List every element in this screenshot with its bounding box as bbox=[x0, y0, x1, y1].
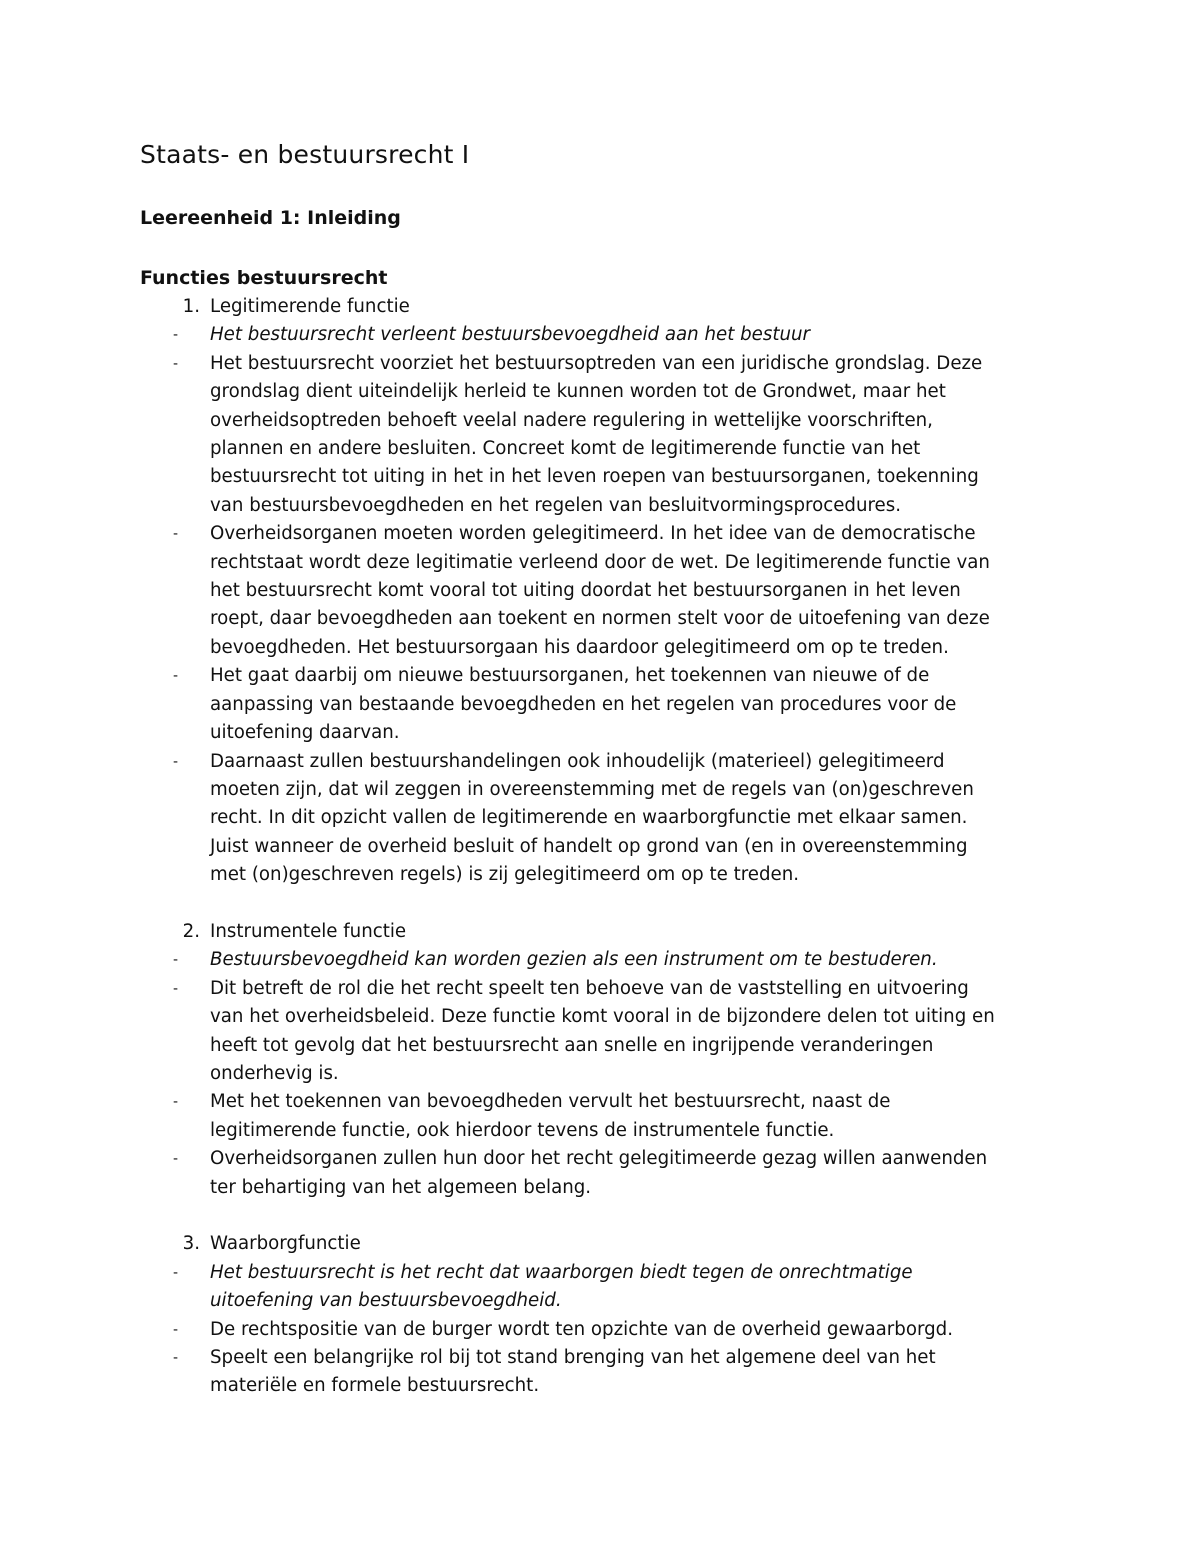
bullet-dash: - bbox=[173, 1321, 179, 1338]
bullet-dash: - bbox=[173, 1151, 179, 1168]
list-item bbox=[140, 1259, 1070, 1316]
bullet-dash: - bbox=[173, 355, 179, 372]
function-section bbox=[140, 918, 1070, 1202]
list-item bbox=[140, 748, 1070, 890]
document-title: Staats- en bestuursrecht I bbox=[140, 140, 470, 169]
unit-heading: Leereenheid 1: Inleiding bbox=[140, 207, 401, 229]
list-item bbox=[140, 662, 1070, 747]
list-item bbox=[140, 1344, 1070, 1401]
list-item-text: Het bestuursrecht is het recht dat waarborgen biedt tegen de onrechtmatige uitoefening van bestuursbevoegdheid. bbox=[210, 1261, 913, 1312]
function-section bbox=[140, 293, 1070, 890]
list-item-text: Daarnaast zullen bestuurshandelingen ook inhoudelijk (materieel) gelegitimeerd moeten zijn, dat wil zeggen in overeenstemming met de regels van (on)geschreven recht. In dit opzicht vallen de legitimerende en waarborgfunctie met elkaar samen. Juist wanneer de overheid besluit of handelt op grond van (en in overeenstemming met (on)geschreven regels) is zij gelegitimeerd om op te treden. bbox=[210, 750, 974, 886]
list-item bbox=[140, 946, 1070, 974]
function-section bbox=[140, 1230, 1070, 1400]
list-item-text: De rechtspositie van de burger wordt ten opzichte van de overheid gewaarborgd. bbox=[210, 1318, 953, 1340]
list-number: 1. bbox=[182, 296, 200, 317]
list-number: 3. bbox=[182, 1233, 200, 1255]
bullet-dash: - bbox=[173, 1264, 179, 1281]
list-item-text: Overheidsorganen moeten worden gelegitimeerd. In het idee van de democratische rechtstaat wordt deze legitimatie verleend door de wet. De legitimerende functie van het bestuursrecht komt vooral tot uiting doordat het bestuursorganen in het leven roept, daar bevoegdheden aan toekent en normen stelt voor de uitoefening van deze bevoegdheden. Het bestuursorgaan his daardoor gelegitimeerd om op te treden. bbox=[210, 523, 990, 658]
list-item-text: Dit betreft de rol die het recht speelt ten behoeve van de vaststelling en uitvoering van het overheidsbeleid. Deze functie komt vooral in de bijzondere delen tot uiting en heeft tot gevolg dat het bestuursrecht aan snelle en ingrijpende veranderingen onderhevig is. bbox=[210, 977, 995, 1084]
bullet-dash: - bbox=[173, 668, 179, 685]
list-item-text: Met het toekennen van bevoegdheden vervult het bestuursrecht, naast de legitimerende functie, ook hierdoor tevens de instrumentele functie. bbox=[210, 1091, 891, 1141]
list-item bbox=[140, 1145, 1070, 1202]
function-name: Instrumentele functie bbox=[210, 920, 407, 942]
list-item-text: Speelt een belangrijke rol bij tot stand brenging van het algemene deel van het materiële en formele bestuursrecht. bbox=[210, 1347, 936, 1397]
list-item bbox=[140, 321, 1070, 349]
list-item bbox=[140, 520, 1070, 662]
function-heading bbox=[140, 1230, 1070, 1258]
bullet-dash: - bbox=[173, 1350, 179, 1366]
document-body bbox=[140, 263, 1070, 1401]
list-item-text: Het bestuursrecht verleent bestuursbevoegdheid aan het bestuur bbox=[210, 324, 810, 346]
function-name: Legitimerende functie bbox=[210, 296, 410, 317]
section-heading: Functies bestuursrecht bbox=[140, 267, 388, 289]
bullet-dash: - bbox=[173, 526, 179, 543]
function-name: Waarborgfunctie bbox=[210, 1233, 361, 1255]
list-number: 2. bbox=[182, 920, 200, 942]
list-item bbox=[140, 350, 1070, 520]
bullet-dash: - bbox=[173, 327, 179, 344]
function-heading bbox=[140, 918, 1070, 946]
bullet-dash: - bbox=[173, 952, 179, 969]
functions-list bbox=[140, 293, 1070, 1401]
bullet-dash: - bbox=[173, 1094, 179, 1111]
bullet-dash: - bbox=[173, 980, 179, 997]
bullet-dash: - bbox=[173, 753, 179, 770]
list-item bbox=[140, 975, 1070, 1089]
function-heading bbox=[140, 293, 1070, 321]
list-item-text: Het bestuursrecht voorziet het bestuursoptreden van een juridische grondslag. Deze grondslag dient uiteindelijk herleid te kunnen worden tot de Grondwet, maar het overheidsoptreden behoeft veelal nadere regulering in wettelijke voorschriften, plannen en andere besluiten. Concreet komt de legitimerende functie van het bestuursrecht tot uiting in het in het leven roepen van bestuursorganen, toekenning van bestuursbevoegdheden en het regelen van besluitvormingsprocedures. bbox=[210, 352, 983, 516]
list-item-text: Bestuursbevoegdheid kan worden gezien als een instrument om te bestuderen. bbox=[210, 949, 938, 971]
list-item bbox=[140, 1316, 1070, 1344]
list-item-text: Overheidsorganen zullen hun door het recht gelegitimeerde gezag willen aanwenden ter behartiging van het algemeen belang. bbox=[210, 1148, 988, 1198]
list-item-text: Het gaat daarbij om nieuwe bestuursorganen, het toekennen van nieuwe of de aanpassing van bestaande bevoegdheden en het regelen van procedures voor de uitoefening daarvan. bbox=[210, 665, 957, 744]
list-item bbox=[140, 1088, 1070, 1145]
